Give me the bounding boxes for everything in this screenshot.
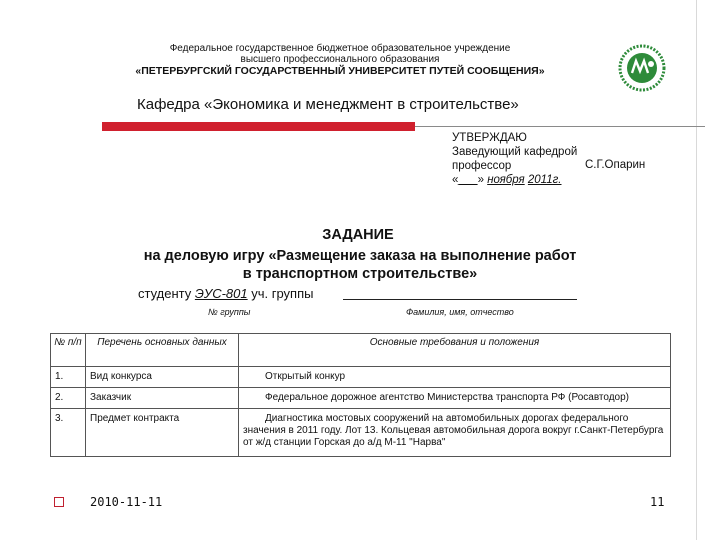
student-line: студенту ЭУС-801 уч. группы (138, 286, 314, 301)
table-row (51, 388, 671, 409)
row-value: Федеральное дорожное агентство Министерства транспорта РФ (Росавтодор) (239, 388, 671, 409)
approval-position: Заведующий кафедрой (452, 146, 578, 158)
approval-title: профессор (452, 160, 512, 172)
group-number: ЭУС-801 (194, 286, 248, 301)
table-row (51, 367, 671, 388)
header-num: № п/п (51, 334, 86, 367)
header-requirements: Основные требования и положения (239, 334, 671, 367)
header-list: Перечень основных данных (86, 334, 239, 367)
university-logo-icon (618, 44, 666, 92)
table-header-row (51, 334, 671, 367)
row-item: Предмет контракта (86, 409, 239, 457)
footer-date: 2010-11-11 (90, 495, 163, 509)
task-title: ЗАДАНИЕ (322, 227, 394, 243)
row-item: Заказчик (86, 388, 239, 409)
task-subtitle-line-1: на деловую игру «Размещение заказа на выполнение работ (143, 248, 577, 264)
divider-line (415, 126, 705, 127)
row-num: 3. (51, 409, 86, 457)
header-line-1: Федеральное государственное бюджетное образовательное учреждение (169, 43, 511, 54)
name-blank-line (343, 299, 577, 300)
header-line-2: высшего профессионального образования (240, 54, 440, 65)
row-value: Открытый конкур (239, 367, 671, 388)
approval-date: «___» ноября 2011г. (452, 174, 562, 186)
row-num: 1. (51, 367, 86, 388)
row-item: Вид конкурса (86, 367, 239, 388)
row-num: 2. (51, 388, 86, 409)
row-value: Диагностика мостовых сооружений на автомобильных дорогах федерального значения в 2011 году. Лот 13. Кольцевая автомобильная дорога вокруг г.Санкт-Петербурга от ж/д станции Горская до а/д М-11 "Нарва" (239, 409, 671, 457)
approval-name: С.Г.Опарин (585, 159, 646, 171)
page-number: 11 (650, 495, 665, 509)
table-row (51, 409, 671, 457)
university-name: «ПЕТЕРБУРГСКИЙ ГОСУДАРСТВЕННЫЙ УНИВЕРСИТЕТ ПУТЕЙ СООБЩЕНИЯ» (135, 65, 545, 77)
department-title: Кафедра «Экономика и менеджмент в строительстве» (137, 96, 519, 113)
task-subtitle-line-2: в транспортном строительстве» (242, 266, 478, 282)
slide-bullet-icon (54, 497, 64, 507)
requirements-table (50, 333, 671, 457)
caption-name: Фамилия, имя, отчество (406, 307, 514, 317)
accent-bar (102, 122, 415, 131)
approval-heading: УТВЕРЖДАЮ (452, 132, 527, 144)
caption-group: № группы (208, 307, 251, 317)
